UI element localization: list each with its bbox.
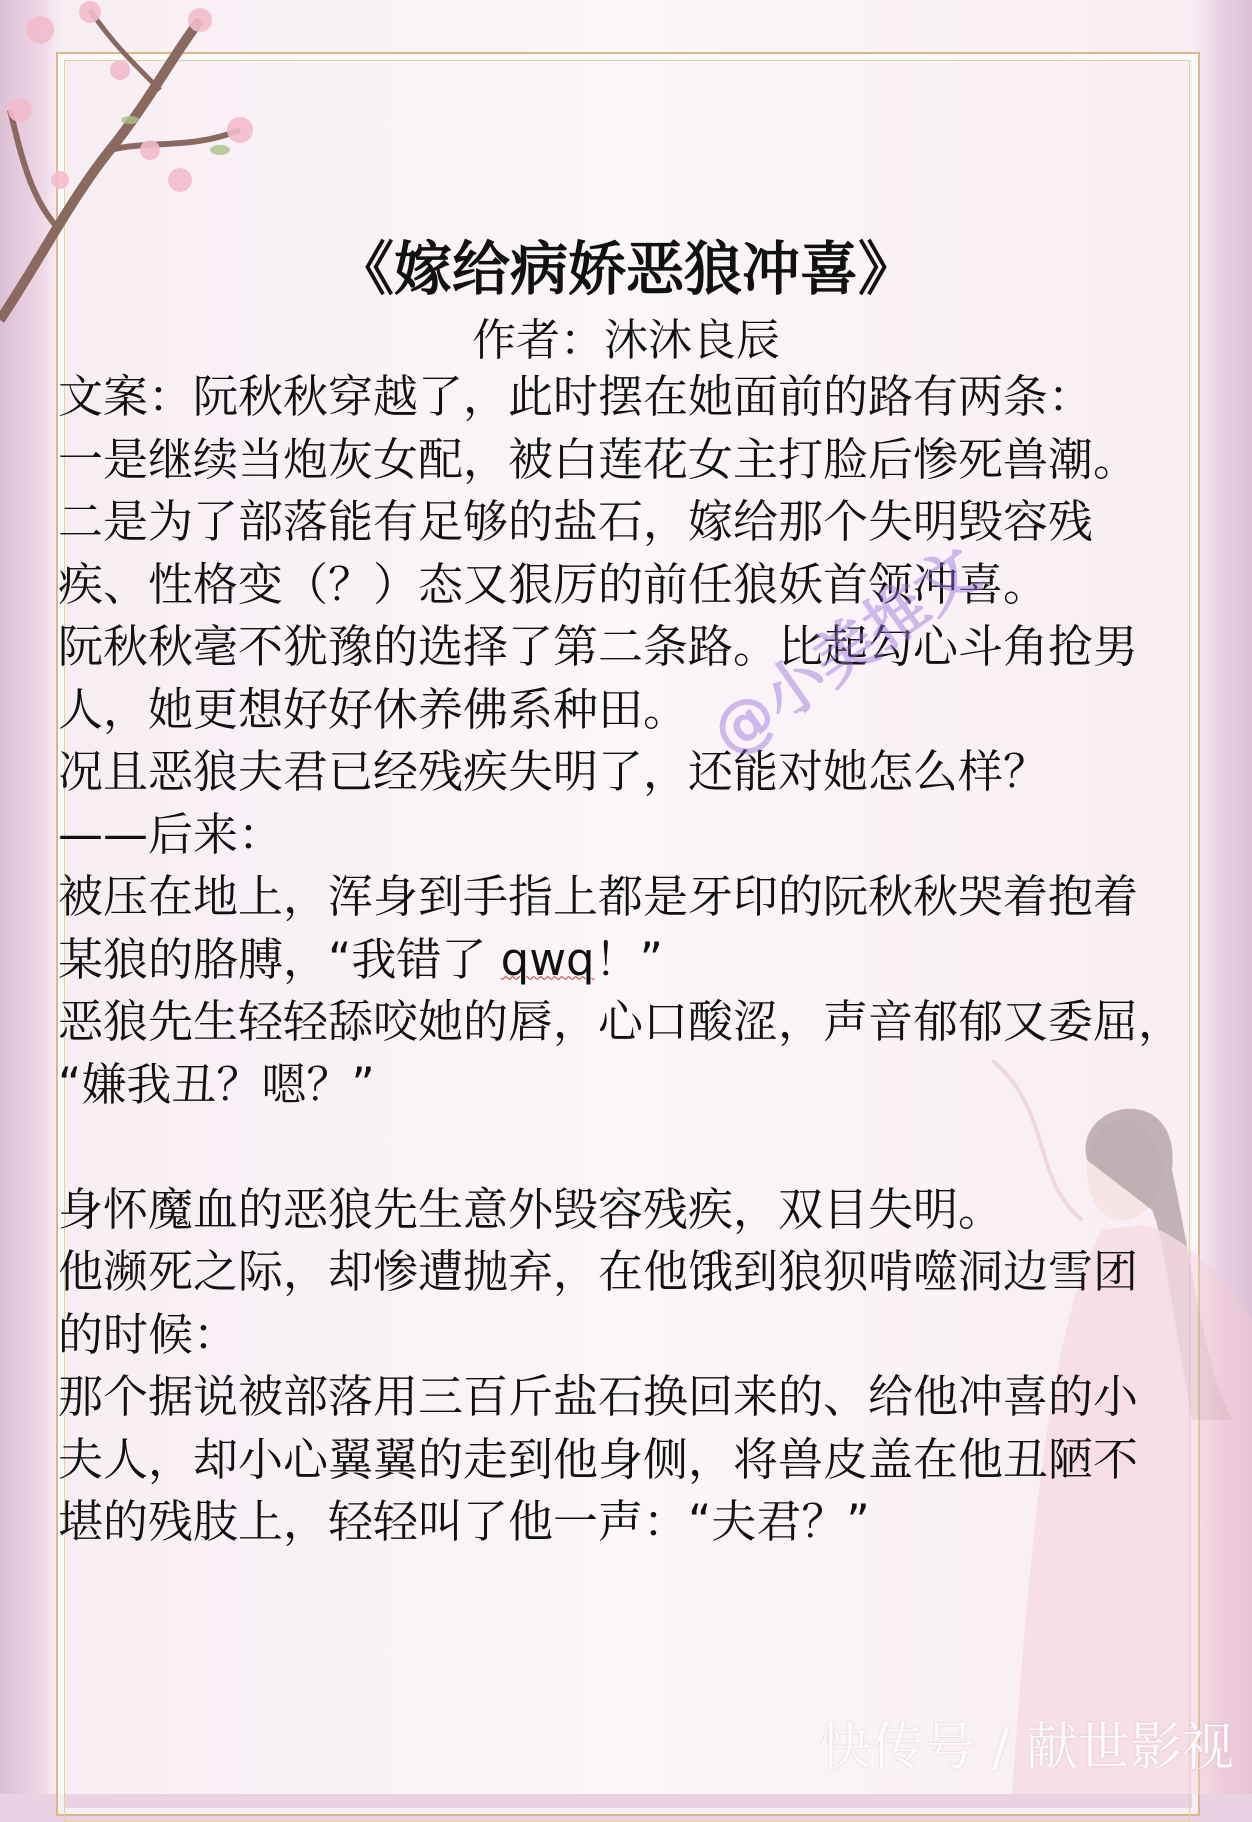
synopsis-line: 夫人，却小心翼翼的走到他身侧，将兽皮盖在他丑陋不	[58, 1432, 1139, 1486]
blank-line	[58, 1116, 1208, 1179]
synopsis-line	[58, 929, 1208, 992]
line-text: 某狼的胳膊，“我错了	[58, 932, 501, 986]
synopsis-line: 被压在地上，浑身到手指上都是牙印的阮秋秋哭着抱着	[58, 870, 1139, 923]
synopsis-line: 人，她更想好好休养佛系种田。	[58, 682, 689, 736]
book-author: 作者：沐沐良辰	[472, 315, 780, 366]
synopsis-line: 堪的残肢上，轻轻叫了他一声：“夫君？”	[58, 1495, 870, 1548]
book-title: 《嫁给病娇恶狼冲喜》	[335, 235, 916, 303]
synopsis-line: “嫌我丑？嗯？”	[58, 1057, 375, 1111]
synopsis-line: 他濒死之际，却惨遭抛弃，在他饿到狼狈啃噬洞边雪团	[58, 1245, 1139, 1298]
synopsis-line: 况且恶狼夫君已经残疾失明了，还能对她怎么样？	[58, 745, 1049, 798]
synopsis-line: 的时候：	[58, 1307, 239, 1361]
synopsis-line: ——后来：	[58, 807, 284, 861]
author-watermark: @小美推文	[697, 532, 994, 771]
line-text: ！”	[594, 932, 663, 986]
synopsis-line: 阮秋秋毫不犹豫的选择了第二条路。比起勾心斗角抢男	[58, 620, 1139, 673]
spellcheck-underlined-word: qwq	[500, 932, 595, 986]
synopsis-text	[58, 366, 1208, 1554]
source-watermark: 快传号 / 献世影视	[819, 1718, 1234, 1778]
synopsis-line: 那个据说被部落用三百斤盐石换回来的、给他冲喜的小	[58, 1370, 1139, 1423]
synopsis-line: 文案：阮秋秋穿越了，此时摆在她面前的路有两条：	[58, 370, 1094, 423]
synopsis-line: 一是继续当炮灰女配，被白莲花女主打脸后惨死兽潮。	[58, 432, 1139, 486]
synopsis-line: 疾、性格变（？）态又狠厉的前任狼妖首领冲喜。	[58, 557, 1049, 611]
synopsis-line: 身怀魔血的恶狼先生意外毁容残疾，双目失明。	[58, 1182, 1004, 1236]
synopsis-line: 二是为了部落能有足够的盐石，嫁给那个失明毁容残	[58, 495, 1094, 548]
synopsis-line: 恶狼先生轻轻舔咬她的唇，心口酸涩，声音郁郁又委屈，	[58, 995, 1184, 1048]
